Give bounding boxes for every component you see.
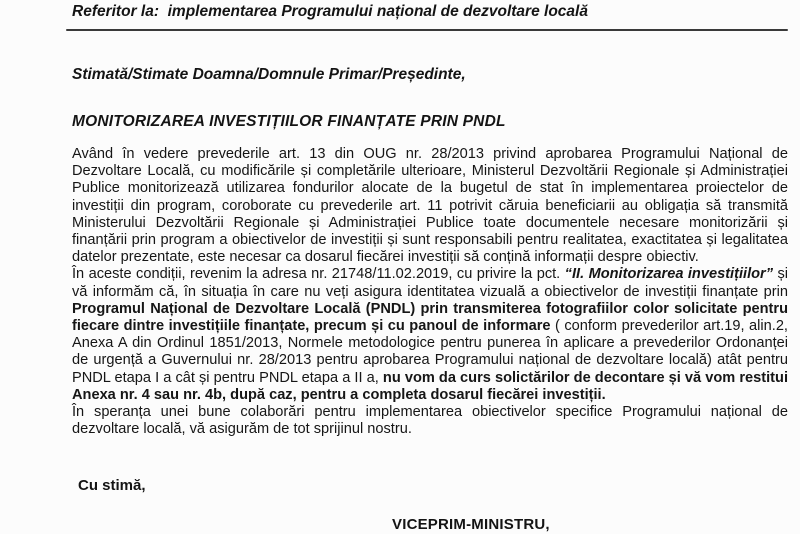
paragraph [72, 266, 788, 404]
closing-phrase: Cu stimă, [78, 477, 146, 494]
text-run: și vă informăm că, în situația în care nu veți asigura identitatea vizuală a obiectivelor de investiții finanțate prin [72, 266, 789, 300]
divider-rule [66, 29, 788, 31]
paragraph [72, 146, 788, 266]
text-run: nu vom da curs solictărilor de decontare și vă vom restitui Anexa nr. 4 sau nr. 4b, după caz, pentru a completa dosarul fiecărei investiții. [72, 369, 788, 403]
text-run: “II. Monitorizarea investițiilor” [564, 266, 774, 283]
salutation: Stimată/Stimate Doamna/Domnule Primar/Președinte, [72, 66, 466, 83]
paragraph [72, 404, 788, 438]
subject-line: Referitor la: implementarea Programului național de dezvoltare locală [72, 3, 588, 20]
letter-heading: MONITORIZAREA INVESTIȚIILOR FINANȚATE PRIN PNDL [72, 113, 506, 130]
text-run: Având în vedere prevederile art. 13 din OUG nr. 28/2013 privind aprobarea Programului Național de Dezvoltare Locală, cu modificările și completările ulterioare, Ministerul Dezvoltării Regionale și Administrației Publice monitorizează utilizarea fondurilor alocate de la bugetul de stat în implementarea proiectelor de investiții din program, coroborate cu prevederile art. 11 potrivit căruia beneficiarii au obligația să transmită Ministerului Dezvoltării Regionale și Administrației Publice toate documentele necesare monitorizării și finanțării prin program a obiectivelor de investiții și sunt responsabili pentru realitatea, exactitatea și legalitatea datelor prezentate, este necesar ca dosarul fiecărei investiții să conțină informații despre obiectiv. [72, 146, 788, 266]
text-run: În speranța unei bune colaborări pentru implementarea obiectivelor specifice Programului național de dezvoltare locală, vă asigurăm de tot sprijinul nostru. [72, 404, 788, 438]
signature-title: VICEPRIM-MINISTRU, [392, 516, 550, 533]
text-run: În aceste condiții, revenim la adresa nr. 21748/11.02.2019, cu privire la pct. [72, 266, 565, 283]
text-run: Programul Național de Dezvoltare Locală (PNDL) prin transmiterea fotografiilor color solicitate pentru fiecare dintre investițiile finanțate, precum și cu panoul de informare [72, 300, 788, 335]
body-paragraphs [72, 146, 788, 438]
text-run: ( conform prevederilor art.19, alin.2, Anexa A din Ordinul 1851/2013, Normele metodologice pentru punerea în aplicare a prevederilor Ordonanței de urgență a Guvernului nr. 28/2013 pentru aprobarea Programului național de dezvoltare locală) atât pentru PNDL etapa I a cât și pentru PNDL etapa a II a, [72, 318, 788, 386]
